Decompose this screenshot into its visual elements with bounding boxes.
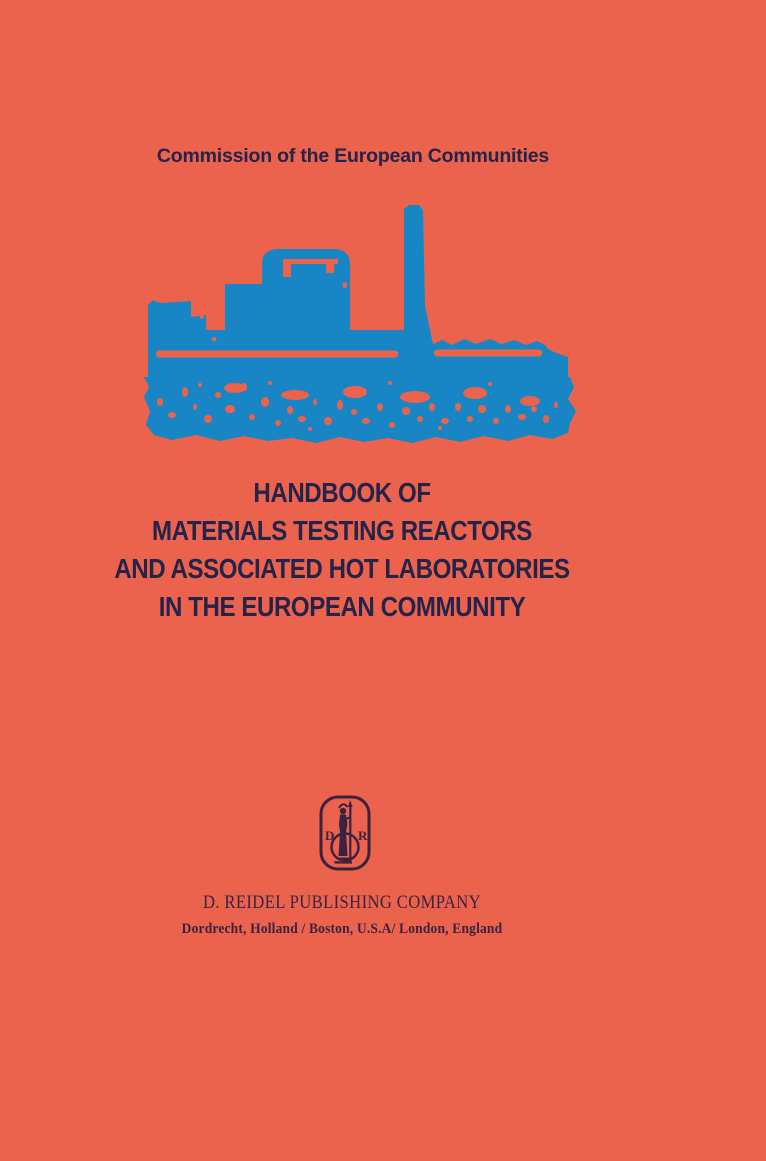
logo-letter-d: D <box>325 828 335 843</box>
publisher-name: D. REIDEL PUBLISHING COMPANY <box>202 893 482 913</box>
book-title <box>0 474 684 626</box>
title-line: AND ASSOCIATED HOT LABORATORIES <box>114 553 570 584</box>
reactor-facility-illustration <box>140 197 580 449</box>
publisher-locations: Dordrecht, Holland / Boston, U.S.A/ London, England <box>181 921 503 937</box>
horizontal-stripe <box>156 350 542 358</box>
title-line: IN THE EUROPEAN COMMUNITY <box>158 591 526 622</box>
title-line: MATERIALS TESTING REACTORS <box>152 515 532 546</box>
reidel-minerva-logo-icon <box>318 794 372 872</box>
logo-letter-r: R <box>358 828 368 843</box>
title-line: HANDBOOK OF <box>253 477 431 508</box>
commission-header: Commission of the European Communities <box>156 145 550 167</box>
